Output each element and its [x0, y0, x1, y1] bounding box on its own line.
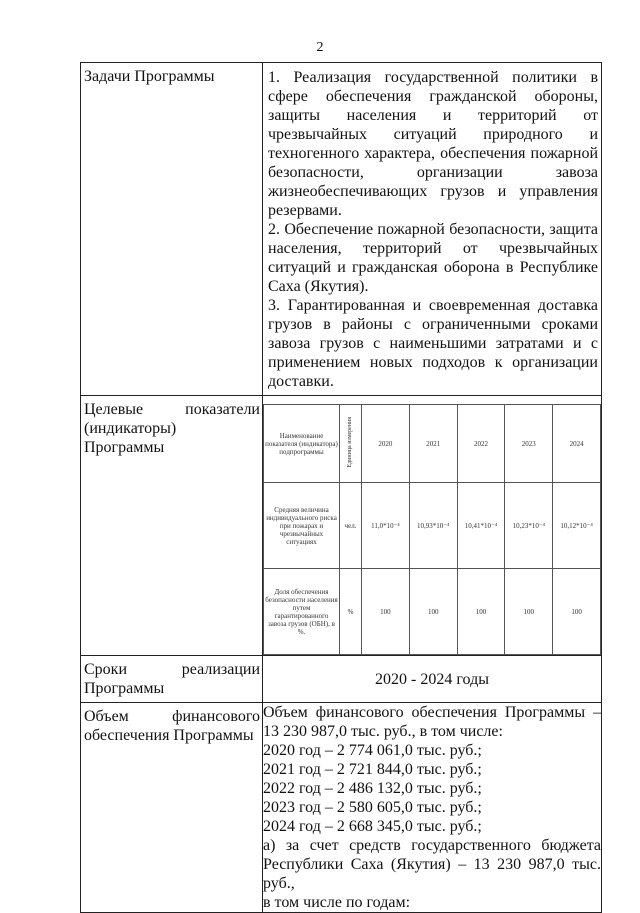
- task-item-2: 2. Обеспечение пожарной безопасности, защита населения, территорий от чрезвычайных ситуаций и гражданская оборона в Республике Саха (Якутия).: [268, 221, 598, 295]
- indicators-row: [81, 396, 602, 656]
- page-number: 2: [316, 40, 324, 55]
- indicators-header-year: 2020: [362, 405, 410, 483]
- indicator-value: 100: [505, 569, 553, 655]
- financing-label-line2: обеспечения Программы: [84, 727, 254, 744]
- indicator-value: 10,41*10⁻⁴: [457, 483, 505, 569]
- indicators-header-year: 2023: [505, 405, 553, 483]
- financing-budget-line3: в том числе по годам:: [263, 894, 411, 911]
- period-row: [81, 656, 602, 703]
- indicator-value: 100: [553, 569, 601, 655]
- indicator-value: 11,0*10⁻⁴: [362, 483, 410, 569]
- indicator-value: 100: [362, 569, 410, 655]
- tasks-content-cell: [263, 63, 602, 396]
- indicators-row-risk: [264, 483, 601, 569]
- task-item-1: 1. Реализация государственной политики в сфере обеспечения гражданской обороны, защиты населения и территорий от чрезвычайных ситуаций природного и техногенного характера, обеспечения пожарной безопасности, организации завоза жизнеобеспечивающих грузов и управления резервами.: [268, 69, 598, 219]
- indicators-header-row: [264, 405, 601, 483]
- indicator-unit: %: [340, 569, 362, 655]
- financing-content-cell: [263, 703, 602, 913]
- indicators-header-unit: Единица измерения: [347, 417, 353, 468]
- passport-table: [80, 62, 602, 913]
- indicators-header-name: Наименование показателя (индикатора) подпрограммы: [264, 405, 340, 483]
- indicators-header-year: 2021: [409, 405, 457, 483]
- financing-budget-line2: Республики Саха (Якутия) – 13 230 987,0 тыс. руб.,: [263, 856, 601, 892]
- indicator-value: 100: [457, 569, 505, 655]
- financing-year-line: 2024 год – 2 668 345,0 тыс. руб.;: [263, 818, 482, 835]
- indicators-header-unit-cell: [340, 405, 362, 483]
- tasks-label: Задачи Программы: [84, 68, 215, 85]
- period-value: 2020 - 2024 годы: [263, 656, 602, 703]
- financing-year-line: 2021 год – 2 721 844,0 тыс. руб.;: [263, 761, 482, 778]
- financing-intro-line1: Объем финансового обеспечения Программы –: [263, 704, 601, 721]
- financing-row: [81, 703, 602, 913]
- indicator-value: 10,23*10⁻⁴: [505, 483, 553, 569]
- indicators-table: [263, 404, 601, 655]
- indicator-value: 10,93*10⁻⁴: [409, 483, 457, 569]
- financing-budget-line1: а) за счет средств государственного бюджета: [263, 837, 601, 854]
- indicators-content-cell: [263, 396, 602, 656]
- financing-year-line: 2022 год – 2 486 132,0 тыс. руб.;: [263, 780, 482, 797]
- financing-label-line1: Объем финансового: [84, 708, 260, 725]
- indicators-label-line1: Целевые показатели: [84, 401, 260, 418]
- task-item-3: 3. Гарантированная и своевременная доставка грузов в районы с ограниченными сроками завоза грузов с наименьшими затратами и с применением новых подходов к организации доставки.: [268, 297, 598, 390]
- tasks-row: [81, 63, 602, 396]
- period-label-cell: [81, 656, 263, 703]
- financing-intro-line2: 13 230 987,0 тыс. руб., в том числе:: [263, 723, 503, 740]
- indicators-label-line2: (индикаторы) Программы: [84, 420, 177, 456]
- indicators-label-cell: [81, 396, 263, 656]
- tasks-list: [263, 63, 601, 395]
- financing-year-line: 2023 год – 2 580 605,0 тыс. руб.;: [263, 799, 482, 816]
- indicator-name: Средняя величина индивидуального риска при пожарах и чрезвычайных ситуациях: [264, 483, 340, 569]
- financing-label-cell: [81, 703, 263, 913]
- period-label-line2: Программы: [84, 680, 165, 697]
- tasks-label-cell: [81, 63, 263, 396]
- indicator-value: 100: [409, 569, 457, 655]
- period-label-line1: Сроки реализации: [84, 661, 260, 678]
- indicator-unit: чел.: [340, 483, 362, 569]
- financing-year-line: 2020 год – 2 774 061,0 тыс. руб.;: [263, 742, 482, 759]
- indicators-row-delivery: [264, 569, 601, 655]
- indicator-value: 10,12*10⁻⁴: [553, 483, 601, 569]
- indicator-name: Доля обеспечения безопасности населения путем гарантированного завоза грузов (ОБН), в %.: [264, 569, 340, 655]
- indicators-header-year: 2022: [457, 405, 505, 483]
- indicators-header-year: 2024: [553, 405, 601, 483]
